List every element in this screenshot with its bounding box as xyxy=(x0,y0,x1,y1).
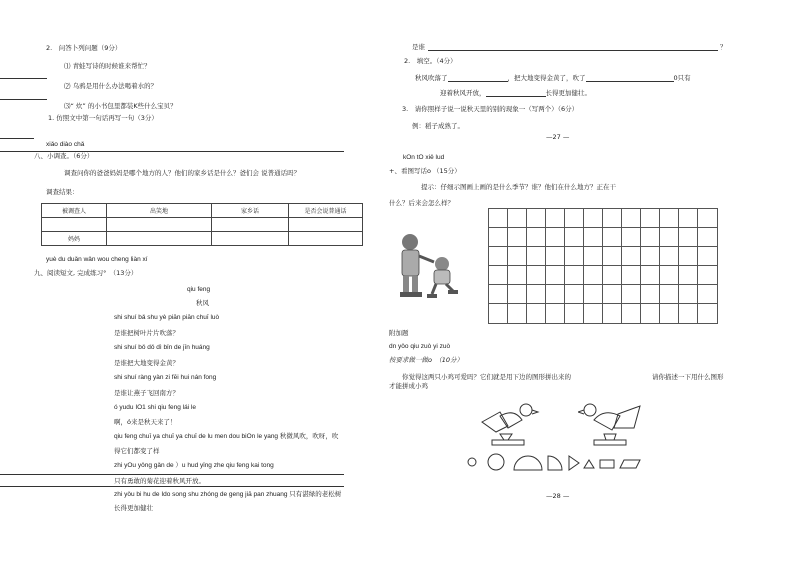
circle-shape xyxy=(488,454,504,470)
table-cell[interactable] xyxy=(212,232,289,246)
chick-illustration-left xyxy=(478,398,548,448)
pinyin-yuedu: yuè du duǎn wǎn wou cheng liàn xí xyxy=(46,256,148,263)
survey-prompt: 调查问你的爸爸妈妈是哪个地方的人？他们的家乡话是什么？爸们会 说普通话吗？ xyxy=(64,169,301,177)
quarter-circle-shape xyxy=(548,456,562,470)
top-tail-text: 是谁 xyxy=(412,43,425,51)
poem-line: 只有勇敢的菊花迎着秋风开放。 xyxy=(114,477,205,485)
q1-imitate: 1. 仿照文中第一句话再写一句（3分） xyxy=(48,114,158,122)
children-illustration xyxy=(384,222,474,312)
poem-line: 是谁把树叶片片吹落？ xyxy=(114,329,179,337)
example-text: 例：稻子成熟了。 xyxy=(412,122,464,130)
q2-item-3: ⑶“ 炊” 的小书包里都装K些什么宝贝？ xyxy=(64,102,177,110)
fill-blank[interactable] xyxy=(586,81,674,82)
answer-line xyxy=(0,99,47,100)
poem-pinyin-text: zhi yǒu bi hu de Ido song shu zhóng de geng jiā pan zhuang xyxy=(114,491,288,498)
small-circle-shape xyxy=(468,458,476,466)
fill-line-1 xyxy=(415,75,691,82)
fill-text: ，把大地变得金黄了，吹了 xyxy=(507,74,586,82)
table-cell[interactable] xyxy=(212,218,289,232)
fill-text: 0只有 xyxy=(673,74,691,82)
table-row xyxy=(42,232,363,246)
table-cell[interactable] xyxy=(107,232,212,246)
answer-line[interactable] xyxy=(428,50,718,51)
q2-item-1: ⑴ 青蛙写诗的时候谁来帮忙？ xyxy=(64,62,151,70)
poem-line: 是谁让燕子飞回南方？ xyxy=(114,389,179,397)
pinyin-kantu: kOn tO xiě lud xyxy=(403,154,445,161)
answer-line xyxy=(0,474,344,475)
poem-line: 得它们都变了样 xyxy=(114,447,160,455)
table-header: 家乡话 xyxy=(212,204,289,218)
poem-pinyin-line xyxy=(114,434,338,441)
table-cell[interactable] xyxy=(107,218,212,232)
q2-fill-title: 2. 填空。（4分） xyxy=(404,57,457,65)
poem-pinyin-line: ó yudu IO1 shi qiu feng lái le xyxy=(114,404,197,411)
poem-line: 长得更加健壮 xyxy=(114,504,153,512)
writing-grid[interactable] xyxy=(488,208,718,324)
answer-line xyxy=(0,78,47,79)
poem-pinyin-line xyxy=(114,492,341,499)
poem-pinyin-title: qiu feng xyxy=(187,286,211,293)
bonus-question-2: 请你描述一下用什么图形 xyxy=(652,373,724,381)
small-triangle-shape xyxy=(584,460,594,468)
fill-text: 迎着秋风开放， xyxy=(440,89,486,97)
poem-pinyin-line: shi shuí bǒ dǒ dì bǐn de jīn huáng xyxy=(114,344,210,351)
table-header: 出笑地 xyxy=(107,204,212,218)
sec9-title: 九、阅读短文, 完成练习° （13分） xyxy=(34,269,138,277)
fill-line-2 xyxy=(440,90,591,97)
answer-line xyxy=(0,486,344,487)
rectangle-shape xyxy=(600,460,614,468)
bonus-question-3: 才能拼成小鸡 xyxy=(389,382,428,390)
poem-line: 是谁把大地变得金黄？ xyxy=(114,359,179,367)
bonus-pinyin: dn yǒo qiu zuò yi zuò xyxy=(389,343,451,350)
q2-title: 2. 问答卜列问题（9分） xyxy=(46,44,122,52)
top-question-mark: ？ xyxy=(720,43,727,51)
poem-inline-hanzi: 秋微风吹，吹呀，吹 xyxy=(279,433,339,440)
fill-blank[interactable] xyxy=(486,96,546,97)
poem-pinyin-line: shi shuí ràng yàn zi fēi hui nán fong xyxy=(114,374,217,381)
table-row xyxy=(42,218,363,232)
pinyin-diaocha: xiǎo diào chǎ xyxy=(46,141,85,148)
sec10-title: +、看图写话o （15分） xyxy=(389,167,461,175)
table-header: 被调查人 xyxy=(42,204,107,218)
hint-text-2: 什么？后来会怎么样？ xyxy=(389,199,454,207)
table-header: 是否会说普通话 xyxy=(289,204,363,218)
table-row xyxy=(42,204,363,218)
table-cell[interactable] xyxy=(289,218,363,232)
table-cell[interactable] xyxy=(42,218,107,232)
poem-pinyin-text: qiu feng chuī ya chuī ya chuī de lu men dou biOn le yang xyxy=(114,433,279,440)
poem-pinyin-line: zhi yOu yǒng gǎn de ）u hud yǐng zhe qiu feng kai tong xyxy=(114,462,274,469)
survey-table xyxy=(41,203,363,246)
bonus-title: 按要求做一做o （10分） xyxy=(389,356,463,364)
poem-title: 秋风 xyxy=(196,299,209,307)
sec8-title: 八、小调查。（6分） xyxy=(34,152,94,160)
fill-text: 秋风吹落了 xyxy=(415,74,448,82)
page-number-28: —28 — xyxy=(546,492,570,500)
triangle-shape xyxy=(569,456,579,470)
poem-inline-hanzi: 只有湛绿的老松树 xyxy=(289,491,342,498)
fill-text: 长得更加健壮。 xyxy=(545,89,591,97)
hint-text: 提示：仔细示图画上画的是什么季节？谁？他们在什么地方？正在干 xyxy=(421,183,616,191)
table-cell[interactable] xyxy=(289,232,363,246)
page-number-27: —27 — xyxy=(546,133,570,141)
poem-pinyin-line: shi shuí bǎ shu yè piān piān chuī luò xyxy=(114,314,220,321)
bonus-question: 你觉得这两只小鸡可爱吗？它们就是用下边的图形拼出来的 xyxy=(402,373,571,381)
survey-result-label: 调查结果： xyxy=(46,188,79,196)
parallelogram-shape xyxy=(620,460,640,468)
poem-line: 啊，ó来是秋天来了！ xyxy=(114,418,177,426)
chick-illustration-right xyxy=(578,398,648,448)
semicircle-shape xyxy=(514,456,542,470)
answer-line xyxy=(0,138,34,139)
bonus-label: 附加题 xyxy=(389,329,409,337)
table-cell: 妈妈 xyxy=(42,232,107,246)
shape-pieces-row xyxy=(466,452,646,472)
fill-blank[interactable] xyxy=(448,81,508,82)
q3-title: 3. 请你照样子说一说秋天里的别的现象一（写两个）（6分） xyxy=(402,105,579,113)
q2-item-2: ⑵ 乌鸦是用什么办法喝着水的？ xyxy=(64,82,158,90)
